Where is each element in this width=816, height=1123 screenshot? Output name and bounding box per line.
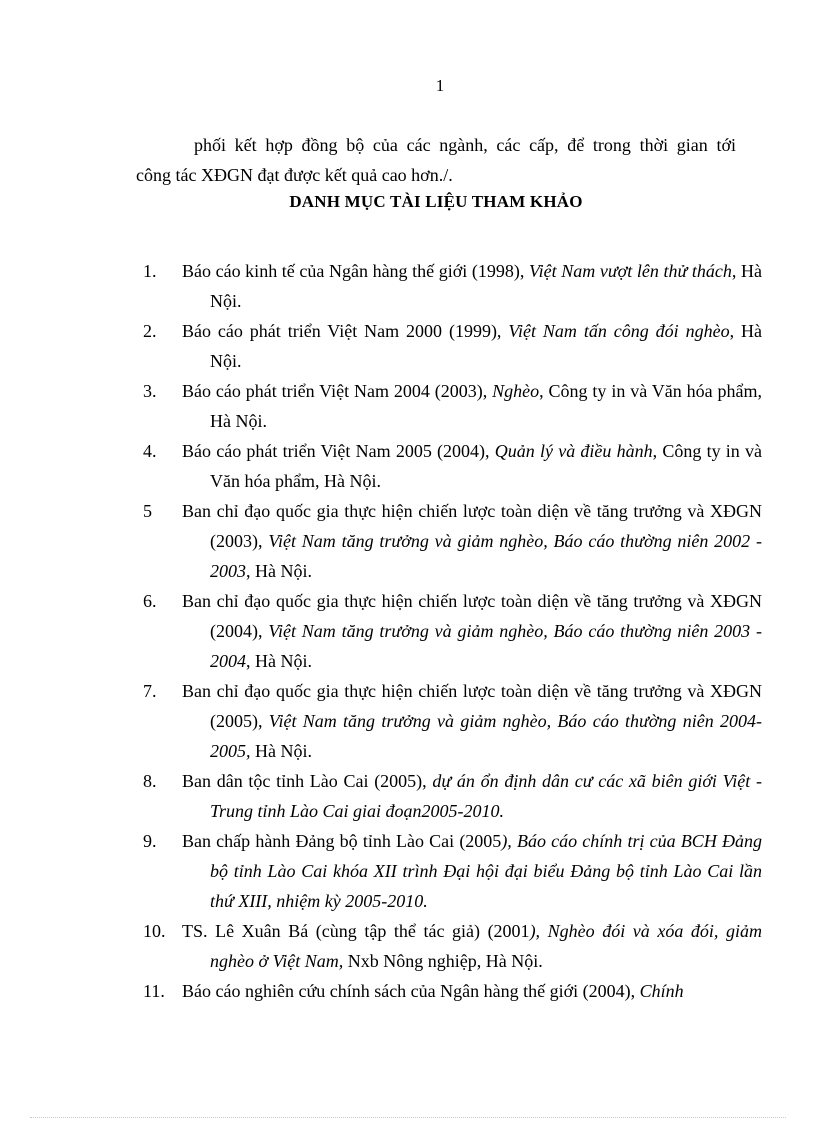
reference-text: Báo cáo phát triển Việt Nam 2000 (1999), Việt Nam tấn công đói nghèo, Hà Nội.: [182, 321, 762, 371]
page-bottom-divider: [30, 1117, 786, 1118]
reference-title: Nghèo: [492, 381, 540, 401]
intro-line-2: công tác XĐGN đạt được kết quả cao hơn./.: [136, 165, 453, 185]
reference-text: Ban chỉ đạo quốc gia thực hiện chiến lược toàn diện về tăng trưởng và XĐGN (2005), Việt Nam tăng trưởng và giảm nghèo, Báo cáo thường niên 2004-2005, Hà Nội.: [182, 681, 762, 761]
reference-item: [0, 316, 816, 376]
reference-number: 4.: [143, 441, 157, 461]
intro-line-1: phối kết hợp đồng bộ của các ngành, các cấp, để trong thời gian tới: [194, 135, 736, 155]
reference-text: Báo cáo phát triển Việt Nam 2004 (2003), Nghèo, Công ty in và Văn hóa phẩm, Hà Nội.: [182, 381, 763, 431]
reference-item: [0, 676, 816, 766]
reference-item: [0, 826, 816, 916]
reference-title: dự án ổn định dân cư các xã biên giới Việt - Trung tỉnh Lào Cai giai đoạn2005-2010.: [210, 771, 762, 821]
reference-item: [0, 766, 816, 826]
reference-number: 11.: [143, 981, 165, 1001]
reference-text: Báo cáo phát triển Việt Nam 2005 (2004), Quản lý và điều hành, Công ty in và Văn hóa phẩm, Hà Nội.: [182, 441, 763, 491]
reference-title: Việt Nam tấn công đói nghèo: [508, 321, 730, 341]
reference-item: [0, 436, 816, 496]
reference-text: Ban chỉ đạo quốc gia thực hiện chiến lược toàn diện về tăng trưởng và XĐGN (2004), Việt Nam tăng trưởng và giảm nghèo, Báo cáo thường niên 2003 - 2004, Hà Nội.: [182, 591, 762, 671]
reference-number: 2.: [143, 321, 157, 341]
reference-item: [0, 916, 816, 976]
intro-paragraph: [136, 130, 736, 190]
reference-text: TS. Lê Xuân Bá (cùng tập thể tác giả) (2001), Nghèo đói và xóa đói, giảm nghèo ở Việt Nam, Nxb Nông nghiệp, Hà Nội.: [182, 921, 762, 971]
reference-item: [0, 586, 816, 676]
reference-title: Việt Nam tăng trưởng và giảm nghèo, Báo cáo thường niên 2003 - 2004: [210, 621, 762, 671]
reference-text: Ban dân tộc tỉnh Lào Cai (2005), dự án ổn định dân cư các xã biên giới Việt - Trung tỉnh Lào Cai giai đoạn2005-2010.: [182, 771, 762, 821]
reference-text: Ban chấp hành Đảng bộ tỉnh Lào Cai (2005), Báo cáo chính trị của BCH Đảng bộ tỉnh Lào Cai khóa XII trình Đại hội đại biểu Đảng bộ tỉnh Lào Cai lần thứ XIII, nhiệm kỳ 2005-2010.: [182, 831, 762, 911]
reference-list: [0, 256, 816, 1006]
reference-number: 10.: [143, 921, 166, 941]
reference-title: Việt Nam tăng trưởng và giảm nghèo, Báo cáo thường niên 2002 - 2003: [210, 531, 762, 581]
reference-title: Quản lý và điều hành: [494, 441, 653, 461]
reference-number: 6.: [143, 591, 157, 611]
reference-number: 7.: [143, 681, 157, 701]
reference-item: [0, 256, 816, 316]
page-number: 1: [435, 76, 445, 95]
reference-number: 1.: [143, 261, 157, 281]
reference-title: Việt Nam tăng trưởng và giảm nghèo, Báo cáo thường niên 2004-2005,: [210, 711, 762, 761]
reference-title: Việt Nam vượt lên thử thách: [528, 261, 732, 281]
reference-text: Ban chỉ đạo quốc gia thực hiện chiến lược toàn diện về tăng trưởng và XĐGN (2003), Việt Nam tăng trưởng và giảm nghèo, Báo cáo thường niên 2002 - 2003, Hà Nội.: [182, 501, 762, 581]
reference-item: [0, 376, 816, 436]
reference-text: Báo cáo nghiên cứu chính sách của Ngân hàng thế giới (2004), Chính: [182, 981, 684, 1001]
reference-item: [0, 976, 816, 1006]
reference-title: Chính: [639, 981, 684, 1001]
reference-item: [0, 496, 816, 586]
reference-number: 8.: [143, 771, 157, 791]
reference-title: ), Báo cáo chính trị của BCH Đảng bộ tỉnh Lào Cai khóa XII trình Đại hội đại biểu Đảng bộ tỉnh Lào Cai lần thứ XIII, nhiệm kỳ 2005-2010.: [210, 831, 762, 911]
reference-number: 3.: [143, 381, 157, 401]
reference-number: 9.: [143, 831, 157, 851]
reference-number: 5: [143, 501, 152, 521]
reference-title: ), Nghèo đói và xóa đói, giảm nghèo ở Việt Nam,: [210, 921, 762, 971]
references-heading: DANH MỤC TÀI LIỆU THAM KHẢO: [289, 192, 583, 211]
reference-text: Báo cáo kinh tế của Ngân hàng thế giới (1998), Việt Nam vượt lên thử thách, Hà Nội.: [182, 261, 762, 311]
